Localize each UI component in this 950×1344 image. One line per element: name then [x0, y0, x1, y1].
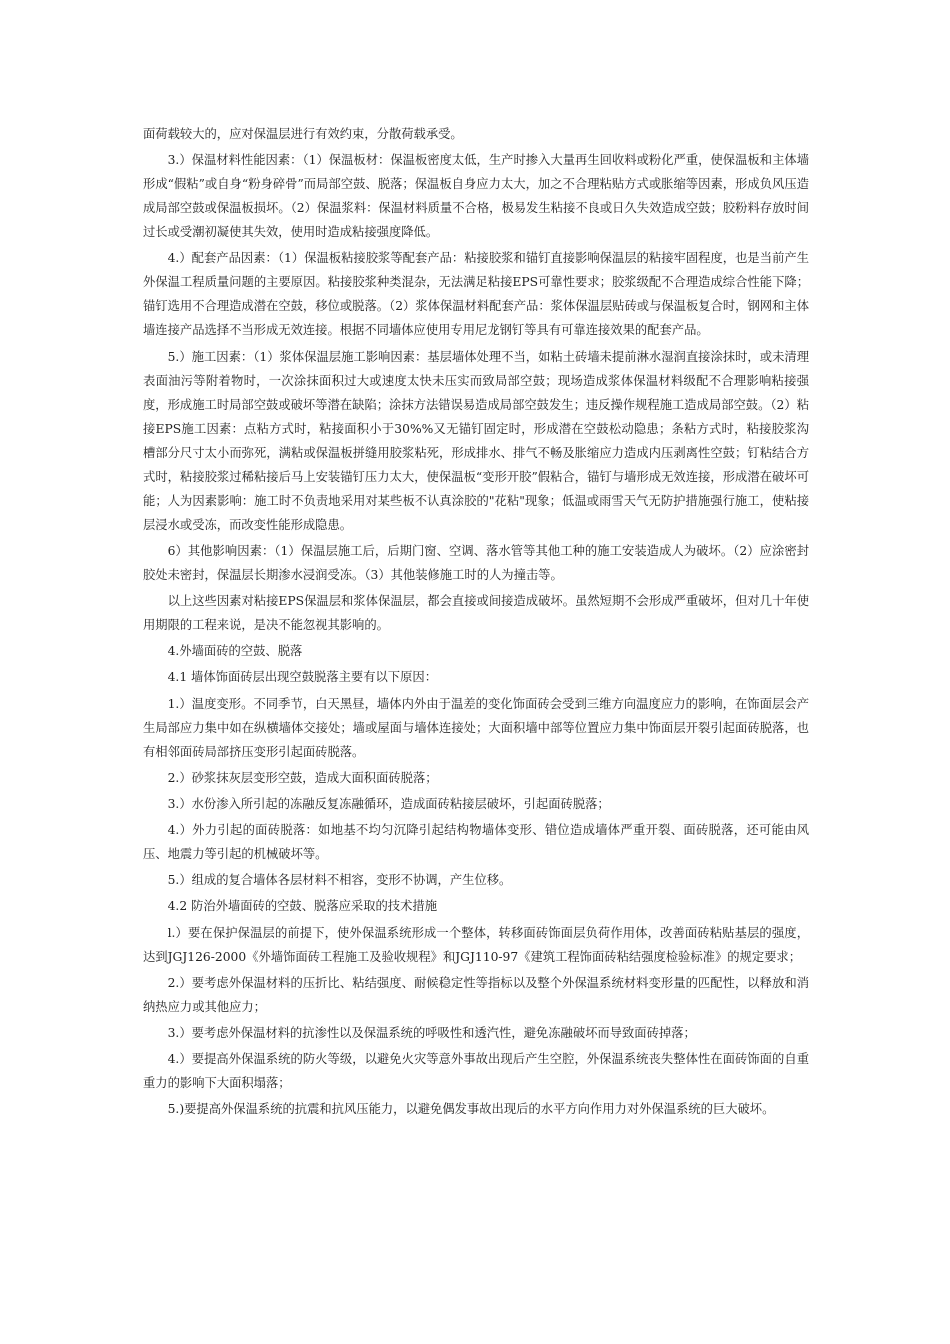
list-item: 2.）要考虑外保温材料的压折比、粘结强度、耐候稳定性等指标以及整个外保温系统材料变形量的匹配性，以释放和消纳热应力或其他应力； — [143, 975, 809, 1014]
paragraph: 面荷载较大的，应对保温层进行有效约束，分散荷载承受。 — [143, 127, 463, 141]
list-item: 3.）水份渗入所引起的冻融反复冻融循环，造成面砖粘接层破坏，引起面砖脱落； — [167, 796, 610, 811]
document-body — [143, 122, 809, 1124]
paragraph: 3.）保温材料性能因素：（1）保温板材：保温板密度太低，生产时掺入大量再生回收料或粉化严重，使保温板和主体墙形成“假粘”或自身“粉身碎骨”而局部空鼓、脱落；保温板自身应力太大，加之不合理粘贴方式或胀缩等因素，形成负风压造成局部空鼓或保温板损坏。（2）保温浆料：保温材料质量不合格，极易发生粘接不良或日久失效造成空鼓；胶粉料存放时间过长或受潮初凝使其失效，使用时造成粘接强度降低。 — [143, 153, 809, 240]
section-heading: 4.外墙面砖的空鼓、脱落 — [167, 644, 303, 659]
list-item: 1.）温度变形。不同季节，白天黑昼，墙体内外由于温差的变化饰面砖会受到三维方向温度应力的影响，在饰面层会产生局部应力集中如在纵横墙体交接处；墙或屋面与墙体连接处；大面积墙中部等位置应力集中饰面层开裂引起面砖脱落，也有相邻面砖局部挤压变形引起面砖脱落。 — [143, 696, 809, 759]
list-item: 5.）组成的复合墙体各层材料不相容，变形不协调，产生位移。 — [167, 873, 512, 888]
list-item: 4.）外力引起的面砖脱落：如地基不均匀沉降引起结构物墙体变形、错位造成墙体严重开裂、面砖脱落，还可能由风压、地震力等引起的机械破坏等。 — [143, 823, 809, 862]
list-item: 2.）砂浆抹灰层变形空鼓，造成大面积面砖脱落； — [167, 770, 438, 785]
subsection-heading: 4.2 防治外墙面砖的空鼓、脱落应采取的技术措施 — [167, 899, 437, 914]
paragraph: 6）其他影响因素：（1）保温层施工后，后期门窗、空调、落水管等其他工种的施工安装造成人为破坏。（2）应涂密封胶处未密封，保温层长期渗水浸润受冻。（3）其他装修施工时的人为撞击等。 — [143, 543, 809, 582]
paragraph: 5.）施工因素：（1）浆体保温层施工影响因素：基层墙体处理不当，如粘土砖墙未提前淋水湿润直接涂抹时，或未清理表面油污等附着物时，一次涂抹面积过大或速度太快未压实而致局部空鼓；现场造成浆体保温材料级配不合理影响粘接强度，形成施工时局部空鼓或破坏等潜在缺陷；涂抹方法错误易造成局部空鼓发生；违反操作规程施工造成局部空鼓。（2）粘接EPS施工因素：点粘方式时，粘接面积小于30%%又无锚钉固定时，形成潜在空鼓松动隐患；条粘方式时，粘接胶浆沟槽部分尺寸太小而弥死，满粘或保温板拼缝用胶浆粘死，形成排水、排气不畅及胀缩应力造成内压剥离性空鼓；钉粘结合方式时，粘接胶浆过稀粘接后马上安装锚钉压力太大，使保温板“变形开胶”假粘合，锚钉与墙形成无效连接，形成潜在破坏可能；人为因素影响：施工时不负责地采用对某些板不认真涂胶的"花粘"现象；低温或雨雪天气无防护措施强行施工，使粘接层浸水或受冻，而改变性能形成隐患。 — [143, 349, 809, 532]
list-item: l.）要在保护保温层的前提下，使外保温系统形成一个整体，转移面砖饰面层负荷作用体，改善面砖粘贴基层的强度，达到JGJ126-2000《外墙饰面砖工程施工及验收规程》和JGJ110-97《建筑工程饰面砖粘结强度检验标准》的规定要求； — [143, 925, 809, 964]
paragraph: 以上这些因素对粘接EPS保温层和浆体保温层，都会直接或间接造成破坏。虽然短期不会形成严重破坏，但对几十年使用期限的工程来说，是决不能忽视其影响的。 — [143, 593, 809, 632]
list-item: 4.）要提高外保温系统的防火等级，以避免火灾等意外事故出现后产生空腔，外保温系统丧失整体性在面砖饰面的自重重力的影响下大面积塌落； — [143, 1052, 809, 1091]
paragraph: 4.）配套产品因素：（1）保温板粘接胶浆等配套产品：粘接胶浆和锚钉直接影响保温层的粘接牢固程度，也是当前产生外保温工程质量问题的主要原因。粘接胶浆种类混杂，无法满足粘接EPS可靠性要求；胶浆级配不合理造成综合性能下降；锚钉选用不合理造成潜在空鼓，移位或脱落。（2）浆体保温材料配套产品：浆体保温层贴砖或与保温板复合时，钢网和主体墙连接产品选择不当形成无效连接。根据不同墙体应使用专用尼龙钢钉等具有可靠连接效果的配套产品。 — [143, 251, 809, 338]
list-item: 3.）要考虑外保温材料的抗渗性以及保温系统的呼吸性和透汽性，避免冻融破坏而导致面砖掉落； — [167, 1026, 696, 1040]
subsection-heading: 4.1 墙体饰面砖层出现空鼓脱落主要有以下原因： — [167, 670, 437, 685]
list-item: 5.)要提高外保温系统的抗震和抗风压能力，以避免偶发事故出现后的水平方向作用力对外保温系统的巨大破坏。 — [167, 1102, 775, 1117]
